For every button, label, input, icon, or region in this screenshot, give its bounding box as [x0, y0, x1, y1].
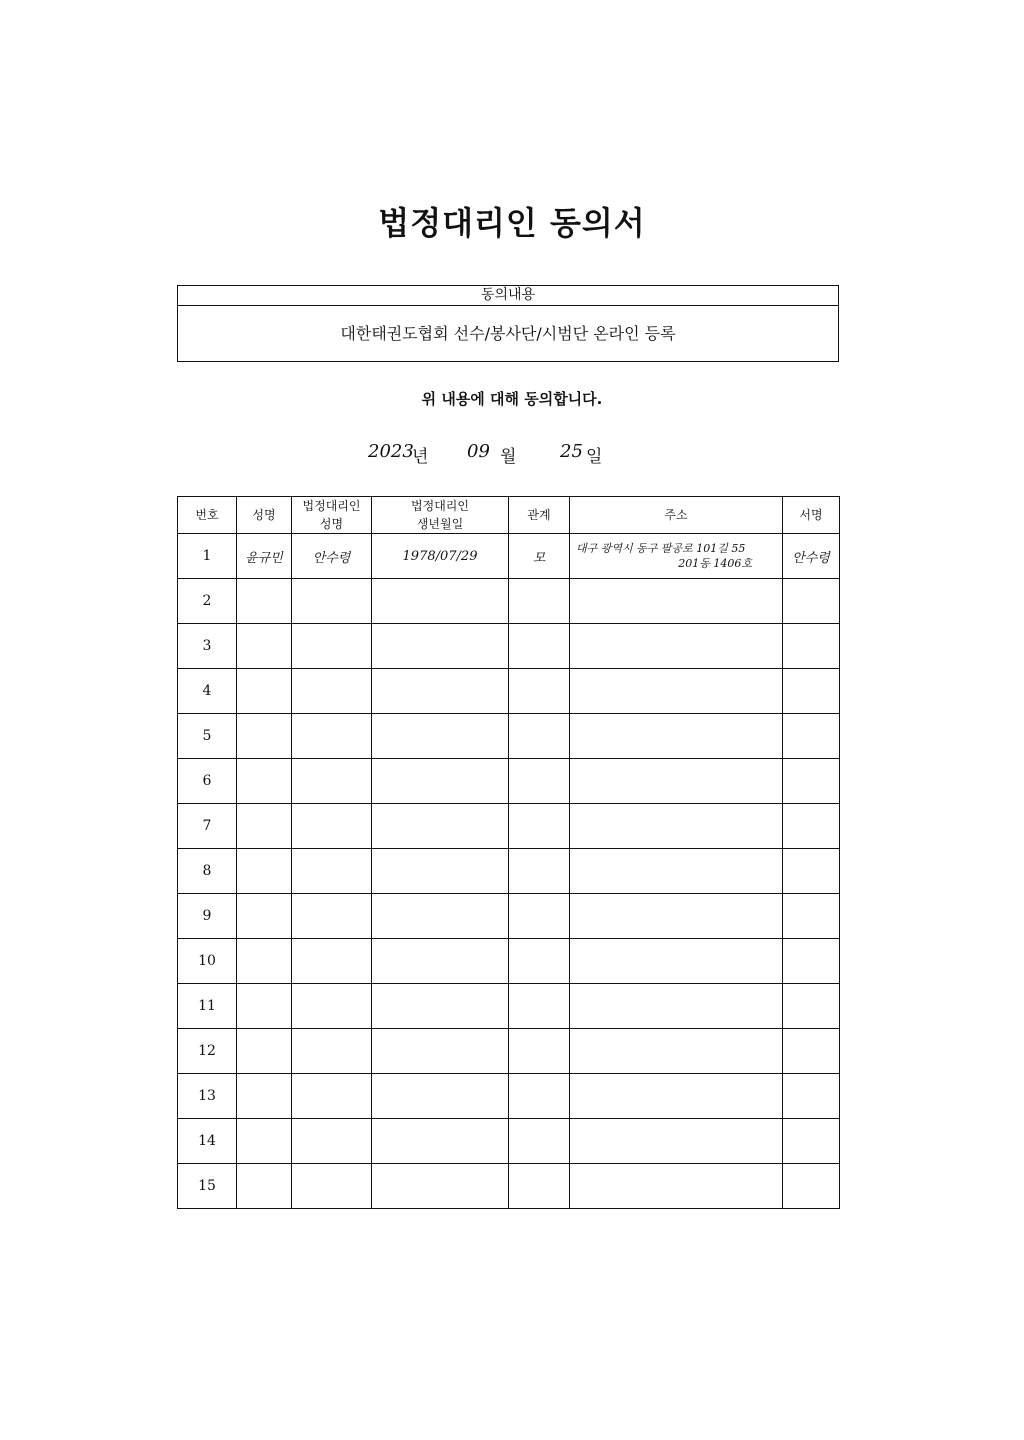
row-name [237, 1164, 292, 1209]
row-address [570, 849, 783, 894]
row-name [237, 939, 292, 984]
row-number: 14 [178, 1119, 237, 1164]
address-line-1: 대구 광역시 동구 팔공로 101길 55 [576, 542, 746, 555]
row-name: 윤규민 [237, 534, 292, 579]
date-month-unit: 월 [500, 447, 517, 467]
table-row [178, 579, 840, 624]
row-signature [783, 669, 840, 714]
date-day-unit: 일 [586, 447, 603, 467]
row-guardian-birth [372, 714, 509, 759]
registration-table [177, 496, 840, 1209]
row-relation [509, 849, 570, 894]
row-signature [783, 579, 840, 624]
header-guardian-birth-line1: 법정대리인 [411, 499, 469, 513]
row-guardian-name [292, 804, 372, 849]
table-row [178, 1074, 840, 1119]
table-row [178, 669, 840, 714]
row-guardian-birth [372, 894, 509, 939]
header-guardian-birth [372, 497, 509, 534]
table-row [178, 714, 840, 759]
row-name [237, 669, 292, 714]
row-name [237, 1029, 292, 1074]
table-row [178, 804, 840, 849]
row-signature [783, 1119, 840, 1164]
row-signature [783, 1029, 840, 1074]
row-guardian-name [292, 759, 372, 804]
header-guardian-name-line1: 법정대리인 [302, 499, 361, 513]
row-guardian-name [292, 714, 372, 759]
row-address [570, 534, 783, 579]
row-guardian-birth [372, 579, 509, 624]
row-address [570, 714, 783, 759]
row-name [237, 1119, 292, 1164]
row-guardian-birth [372, 1029, 509, 1074]
consent-box [177, 285, 839, 362]
row-number: 11 [178, 984, 237, 1029]
row-address [570, 1029, 783, 1074]
row-guardian-name [292, 1119, 372, 1164]
row-relation [509, 1029, 570, 1074]
row-number: 10 [178, 939, 237, 984]
row-guardian-birth [372, 759, 509, 804]
row-guardian-name [292, 984, 372, 1029]
row-relation [509, 579, 570, 624]
row-address [570, 1164, 783, 1209]
date-day: 25 [560, 441, 583, 462]
table-row [178, 849, 840, 894]
row-name [237, 894, 292, 939]
row-relation [509, 984, 570, 1029]
table-row [178, 1164, 840, 1209]
table-row [178, 624, 840, 669]
header-relation: 관계 [509, 497, 570, 534]
header-name: 성명 [237, 497, 292, 534]
row-relation [509, 1119, 570, 1164]
table-row [178, 534, 840, 579]
row-guardian-birth [372, 624, 509, 669]
row-address [570, 1074, 783, 1119]
row-number: 15 [178, 1164, 237, 1209]
row-signature [783, 714, 840, 759]
row-name [237, 804, 292, 849]
row-guardian-birth [372, 984, 509, 1029]
row-guardian-name [292, 1164, 372, 1209]
table-row [178, 759, 840, 804]
row-number: 2 [178, 579, 237, 624]
consent-header: 동의내용 [178, 286, 838, 306]
row-name [237, 759, 292, 804]
row-relation [509, 1074, 570, 1119]
row-guardian-birth [372, 804, 509, 849]
row-number: 5 [178, 714, 237, 759]
row-guardian-name [292, 1074, 372, 1119]
row-guardian-name: 안수령 [292, 534, 372, 579]
row-signature [783, 624, 840, 669]
header-address: 주소 [570, 497, 783, 534]
row-address [570, 579, 783, 624]
table-row [178, 1029, 840, 1074]
header-guardian-name [292, 497, 372, 534]
row-number: 3 [178, 624, 237, 669]
row-address [570, 624, 783, 669]
table-header-row [178, 497, 840, 534]
row-signature [783, 984, 840, 1029]
document-title: 법정대리인 동의서 [378, 204, 646, 242]
row-address [570, 669, 783, 714]
row-signature [783, 849, 840, 894]
row-signature [783, 894, 840, 939]
row-guardian-birth [372, 849, 509, 894]
row-address [570, 984, 783, 1029]
date-month: 09 [467, 441, 490, 462]
row-number: 13 [178, 1074, 237, 1119]
consent-content: 대한태권도협회 선수/봉사단/시범단 온라인 등록 [340, 324, 676, 343]
row-relation [509, 894, 570, 939]
table-row [178, 984, 840, 1029]
row-guardian-birth [372, 939, 509, 984]
row-relation [509, 939, 570, 984]
row-relation [509, 714, 570, 759]
row-number: 8 [178, 849, 237, 894]
row-guardian-name [292, 1029, 372, 1074]
date-year: 2023 [368, 441, 414, 462]
table-row [178, 939, 840, 984]
row-relation [509, 624, 570, 669]
row-address [570, 1119, 783, 1164]
table-row [178, 1119, 840, 1164]
row-number: 4 [178, 669, 237, 714]
row-number: 9 [178, 894, 237, 939]
row-guardian-birth [372, 1164, 509, 1209]
row-guardian-birth: 1978/07/29 [372, 534, 509, 579]
row-address [570, 804, 783, 849]
row-name [237, 1074, 292, 1119]
row-guardian-name [292, 939, 372, 984]
row-guardian-name [292, 579, 372, 624]
row-signature [783, 759, 840, 804]
row-guardian-name [292, 849, 372, 894]
row-relation: 모 [509, 534, 570, 579]
row-number: 6 [178, 759, 237, 804]
header-guardian-name-line2: 성명 [319, 517, 344, 531]
row-address [570, 759, 783, 804]
agreement-statement: 위 내용에 대해 동의합니다. [421, 390, 603, 408]
row-guardian-name [292, 669, 372, 714]
address-line-2: 201동 1406호 [678, 557, 752, 570]
row-signature [783, 1164, 840, 1209]
row-signature [783, 804, 840, 849]
row-address [570, 894, 783, 939]
header-number: 번호 [178, 497, 237, 534]
row-name [237, 849, 292, 894]
row-signature [783, 939, 840, 984]
row-number: 12 [178, 1029, 237, 1074]
row-guardian-birth [372, 1119, 509, 1164]
row-address [570, 939, 783, 984]
row-signature: 안수령 [783, 534, 840, 579]
row-name [237, 579, 292, 624]
row-name [237, 624, 292, 669]
row-guardian-name [292, 894, 372, 939]
row-name [237, 714, 292, 759]
row-relation [509, 1164, 570, 1209]
row-signature [783, 1074, 840, 1119]
row-relation [509, 759, 570, 804]
date-line [0, 438, 1024, 468]
row-relation [509, 669, 570, 714]
row-name [237, 984, 292, 1029]
table-row [178, 894, 840, 939]
header-guardian-birth-line2: 생년월일 [416, 517, 464, 531]
row-guardian-name [292, 624, 372, 669]
row-relation [509, 804, 570, 849]
row-guardian-birth [372, 669, 509, 714]
header-signature: 서명 [783, 497, 840, 534]
date-year-unit: 년 [412, 447, 429, 467]
row-number: 7 [178, 804, 237, 849]
row-number: 1 [178, 534, 237, 579]
row-guardian-birth [372, 1074, 509, 1119]
